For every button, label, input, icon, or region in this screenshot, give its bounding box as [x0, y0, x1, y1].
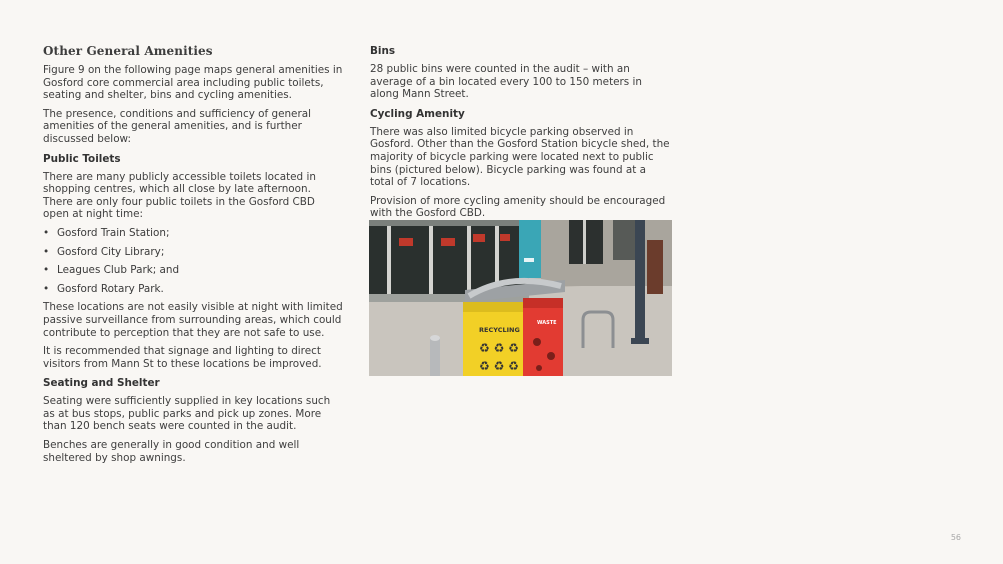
list-item: • Gosford Train Station; [43, 227, 343, 240]
list-item: • Leagues Club Park; and [43, 264, 343, 277]
toilets-recommendation-paragraph: It is recommended that signage and lighting to direct visitors from Mann St to these locations be improved. [43, 345, 322, 370]
street-bins-photo [369, 220, 672, 376]
cycling-paragraph-2: Provision of more cycling amenity should be encouraged with the Gosford CBD. [370, 194, 666, 220]
svg-text:♻ ♻ ♻: ♻ ♻ ♻ [479, 359, 519, 373]
seating-paragraph-2: Benches are generally in good condition and well sheltered by shop awnings. [43, 439, 300, 464]
bins-paragraph: 28 public bins were counted in the audit – with an average of a bin located every 100 to 150 meters in along Mann Street. [370, 63, 642, 101]
toilet-locations-list [43, 227, 343, 295]
seating-paragraph-1: Seating were sufficiently supplied in key locations such as at bus stops, public parks and pick up zones. More than 120 bench seats were counted in the audit. [43, 395, 331, 433]
cycling-paragraph-1: There was also limited bicycle parking observed in Gosford. Other than the Gosford Station bicycle shed, the majority of bicycle parking were located next to public bins (pictured below). Bicycle parking was found at a total of 7 locations. [370, 125, 670, 189]
left-column [43, 44, 343, 470]
intro-paragraph-2: The presence, conditions and sufficiency of general amenities of the general amenities, and is further discussed below: [43, 107, 311, 145]
seating-shelter-heading: Seating and Shelter [43, 377, 160, 390]
svg-text:♻ ♻ ♻: ♻ ♻ ♻ [479, 341, 519, 355]
waste-label: WASTE [537, 320, 557, 326]
cycling-amenity-heading: Cycling Amenity [370, 107, 465, 120]
public-toilets-heading: Public Toilets [43, 152, 121, 165]
right-column [370, 44, 670, 226]
intro-paragraph-1: Figure 9 on the following page maps general amenities in Gosford core commercial area including public toilets, seating and shelter, bins and cycling amenities. [43, 64, 343, 102]
toilets-visibility-paragraph: These locations are not easily visible at night with limited passive surveillance from surrounding areas, which could contribute to perception that they are not safe to use. [43, 301, 343, 339]
page-title: Other General Amenities [43, 44, 213, 58]
page-number: 56 [950, 533, 961, 542]
recycling-label: RECYCLING [479, 326, 520, 334]
list-item: • Gosford City Library; [43, 246, 343, 259]
bins-heading: Bins [370, 45, 396, 57]
public-toilets-paragraph: There are many publicly accessible toilets located in shopping centres, which all close by late afternoon. There are only four public toilets in the Gosford CBD open at night time: [43, 170, 316, 221]
list-item: • Gosford Rotary Park. [43, 283, 343, 296]
